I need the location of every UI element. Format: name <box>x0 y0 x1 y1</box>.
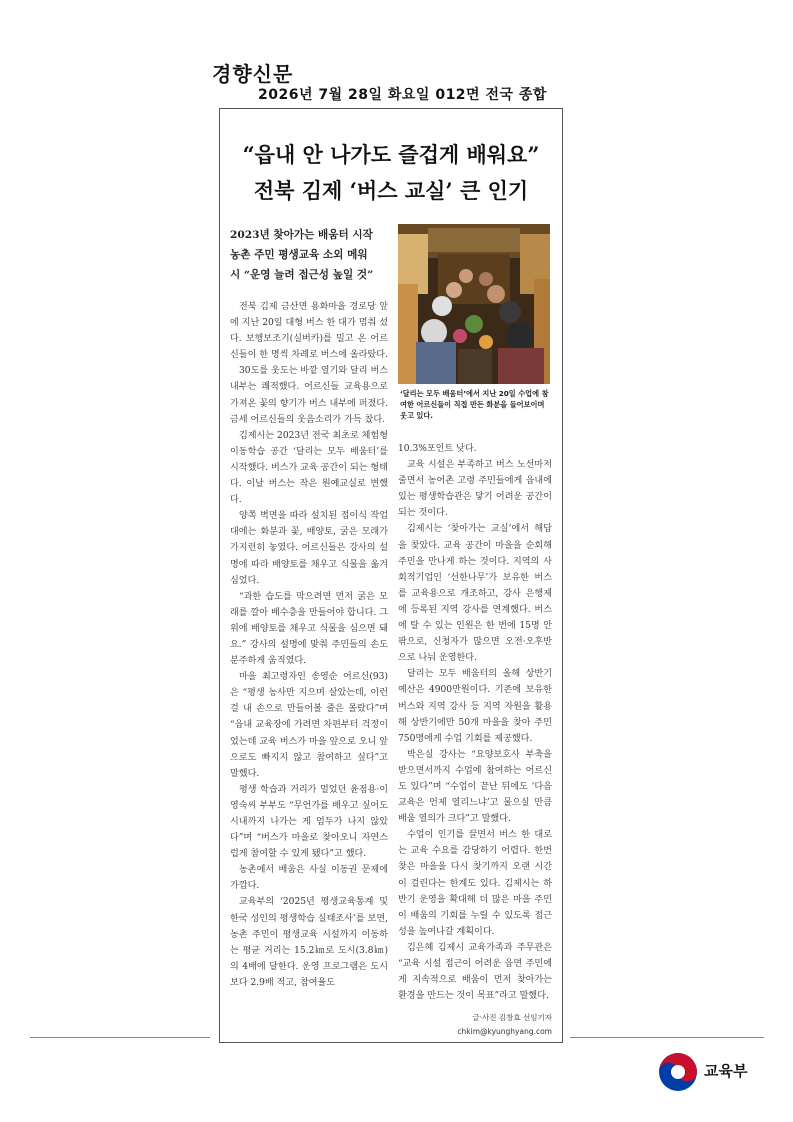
article-body-left-column <box>230 299 388 991</box>
bus-classroom-photo <box>398 224 550 384</box>
body-paragraph: 교육 시설은 부족하고 버스 노선마저 줄면서 농어촌 고령 주민들에게 읍내에 있는 평생학습관은 닿기 어려운 공간이 되는 것이다. <box>398 460 552 519</box>
body-paragraph: 평생 학습과 거리가 멀었던 윤점용·이영숙씨 부부도 “무언가를 배우고 싶어도 시내까지 나가는 게 엄두가 나지 않았다”며 “버스가 마을로 찾아오니 자연스럽게 참여할 수 있게 됐다”고 했다. <box>230 784 388 860</box>
footer-rule-left <box>30 1037 210 1038</box>
footer-rule-right <box>570 1037 764 1038</box>
ministry-of-education-wordmark: 교육부 <box>704 1062 748 1080</box>
headline-line-1: “읍내 안 나가도 즐겁게 배워요” <box>242 142 540 167</box>
body-paragraph: 전북 김제 금산면 용화마을 경로당 앞에 지난 20일 대형 버스 한 대가 멈춰 섰다. 보행보조기(실버카)를 밀고 온 어르신들이 한 명씩 차례로 버스에 올라탔다. <box>230 302 388 361</box>
body-paragraph: 양쪽 벽면을 따라 설치된 접이식 작업대에는 화분과 꽃, 배양토, 굵은 모래가 가지런히 놓였다. 어르신들은 강사의 설명에 따라 배양토를 채우고 식물을 옮겨 심었다. <box>230 511 388 586</box>
article-clipping <box>219 108 563 1043</box>
body-paragraph: 교육부의 ‘2025년 평생교육통계 및 한국 성인의 평생학습 실태조사’를 보면, 농촌 주민이 평생교육 시설까지 이동하는 평균 거리는 15.2㎞로 도시(3.8㎞)의 4배에 달한다. 운영 프로그램은 도시보다 2.9배 적고, 참여율도 <box>230 897 388 988</box>
reporter-name: 글·사진 김창효 선임기자 <box>472 1013 552 1022</box>
body-paragraph: 김제시는 ‘찾아가는 교실’에서 해답을 찾았다. 교육 공간이 마을을 순회해 주민을 만나게 하는 것이다. 지역의 사회적기업인 ‘선한나무’가 보유한 버스를 교육용으로 개조하고, 강사 은행제에 등록된 지역 강사를 연계했다. 버스에 탈 수 있는 인원은 한 번에 15명 안팎으로, 신청자가 많으면 오전·오후반으로 나눠 운영한다. <box>398 524 552 664</box>
headline-line-2: 전북 김제 ‘버스 교실’ 큰 인기 <box>253 178 529 203</box>
photo-caption: ‘달리는 모두 배움터’에서 지난 20일 수업에 참여한 어르신들이 직접 만든 화분을 들어보이며 웃고 있다. <box>400 389 549 420</box>
deck-line: 시 “운영 늘려 접근성 높일 것” <box>230 269 374 281</box>
body-paragraph: 김제시는 2023년 전국 최초로 체험형 이동학습 공간 ‘달리는 모두 배움터’를 시작했다. 버스가 교육 공간이 되는 형태다. 이날 버스는 작은 원예교실로 변했다. <box>230 430 388 506</box>
article-photo <box>398 224 550 384</box>
byline <box>398 1011 552 1039</box>
reporter-email: chkim@kyunghyang.com <box>457 1027 552 1036</box>
body-paragraph: 김은혜 김제시 교육가족과 주무관은 “교육 시설 접근이 어려운 읍면 주민에게 지속적으로 배움이 먼저 찾아가는 환경을 만드는 것이 목표”라고 말했다. <box>398 942 552 1002</box>
article-body-right-column <box>398 441 552 1004</box>
body-paragraph: “과한 습도를 막으려면 먼저 굵은 모래를 깔아 배수층을 만들어야 합니다. 그 위에 배양토를 채우고 식물을 심으면 돼요.” 강사의 설명에 맞춰 주민들의 손도 분주하게 움직였다. <box>230 591 388 667</box>
body-paragraph: 농촌에서 배움은 사실 이동권 문제에 가깝다. <box>230 865 388 892</box>
publication-dateline: 2026년 7월 28일 화요일 012면 전국 종합 <box>258 87 547 103</box>
body-paragraph: 박은실 강사는 “요양보호사 부축을 받으면서까지 수업에 참여하는 어르신도 있다”며 “수업이 끝난 뒤에도 ‘다음 교육은 언제 열리느냐’고 물으실 만큼 배움 열의가 크다”고 말했다. <box>398 749 552 825</box>
body-paragraph: 10.3%포인트 낮다. <box>398 444 477 454</box>
body-paragraph: 30도를 웃도는 바깥 열기와 달리 버스 내부는 쾌적했다. 어르신들 교육용으로 가져온 꽃의 향기가 버스 내부에 퍼졌다. 금세 어르신들의 웃음소리가 가득 찼다. <box>230 366 389 425</box>
body-paragraph: 달리는 모두 배움터의 올해 상반기 예산은 4900만원이다. 기존에 보유한 버스와 지역 강사 등 지역 자원을 활용해 상반기에만 50개 마을을 찾아 주민 750명에게 수업 기회를 제공했다. <box>398 669 552 744</box>
ministry-of-education-logo-icon <box>658 1052 698 1092</box>
newspaper-masthead: 경향신문 <box>212 62 294 86</box>
body-paragraph: 마을 최고령자인 송영순 어르신(93)은 “평생 농사만 지으며 살았는데, 이런 걸 내 손으로 만들어볼 줄은 몰랐다”며 “읍내 교육장에 가려면 차편부터 걱정이었는데 교육 버스가 마을 앞으로 오니 앞으로도 빠지지 않고 참여하고 싶다”고 말했다. <box>230 672 388 779</box>
subheadline-deck <box>230 225 398 285</box>
deck-line: 2023년 찾아가는 배움터 시작 <box>230 229 373 241</box>
body-paragraph: 수업이 인기를 끌면서 버스 한 대로는 교육 수요를 감당하기 어렵다. 한번 찾은 마을을 다시 찾기까지 오랜 시간이 걸린다는 한계도 있다. 김제시는 하반기 운영을 확대해 더 많은 마을 주민이 배움의 기회를 누릴 수 있도록 접근성을 높여나갈 계획이다. <box>398 830 552 937</box>
deck-line: 농촌 주민 평생교육 소외 메워 <box>230 249 368 261</box>
